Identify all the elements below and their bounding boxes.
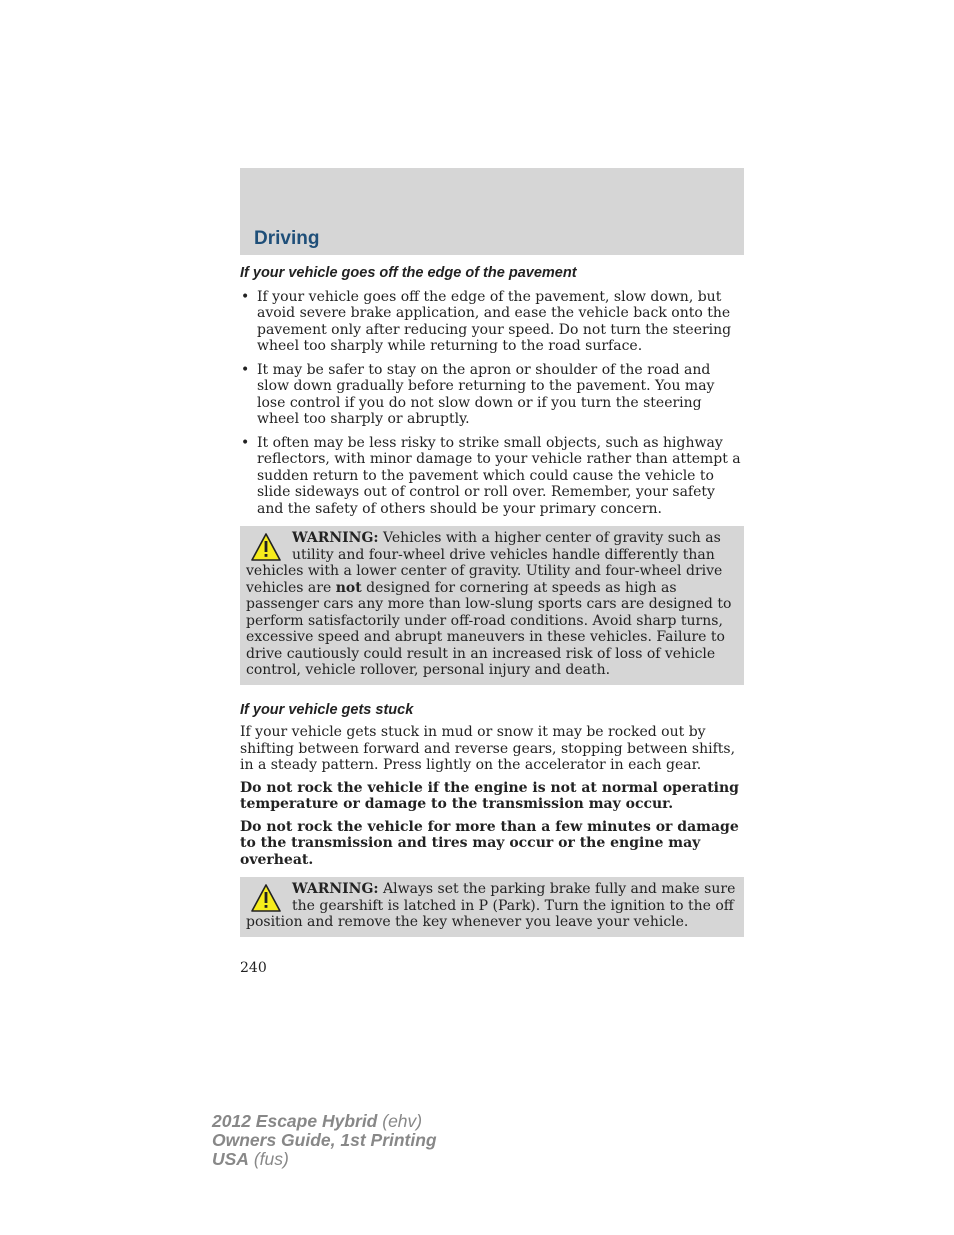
- warning-box-parking-brake: [240, 877, 744, 937]
- footer-line-guide: [212, 1131, 437, 1150]
- footer-model-name: 2012 Escape Hybrid: [212, 1111, 378, 1131]
- list-item: • If your vehicle goes off the edge of the pavement, slow down, but avoid severe brake application, and ease the vehicle back onto the pavement only after reducing your speed. Do not turn the steering wheel too sharply while returning to the road surface.: [240, 289, 744, 355]
- warning-emphasis: not: [335, 579, 362, 596]
- section-title: Driving: [254, 228, 320, 249]
- list-item: • It often may be less risky to strike small objects, such as highway reflectors, with minor damage to your vehicle rather than attempt a sudden return to the pavement which could cause the vehicle to slide sideways out of control or roll over. Remember, your safety and the safety of others should be your primary concern.: [240, 435, 744, 518]
- bullet-list: [240, 289, 744, 518]
- warning-triangle-icon: [250, 532, 282, 562]
- subheading-off-pavement: If your vehicle goes off the edge of the pavement: [240, 265, 577, 281]
- subheading-stuck: If your vehicle gets stuck: [240, 701, 414, 718]
- warning-text: [246, 530, 738, 679]
- warning-box-center-of-gravity: [240, 526, 744, 685]
- footer-market-code: (fus): [248, 1149, 289, 1169]
- footer-line-market: [212, 1150, 437, 1169]
- warning-label: WARNING:: [292, 530, 379, 546]
- caution-temperature: Do not rock the vehicle if the engine is not at normal operating temperature or damage to the transmission may occur.: [240, 779, 739, 812]
- footer-guide-name: Owners Guide, 1st Printing: [212, 1130, 437, 1150]
- footer-model-code: (ehv): [377, 1111, 423, 1131]
- footer-line-model: [212, 1112, 437, 1131]
- list-item: • It may be safer to stay on the apron or shoulder of the road and slow down gradually before returning to the pavement. You may lose control if you do not slow down or if you turn the steering wheel too sharply or abruptly.: [240, 362, 744, 428]
- section-header-bar: [240, 168, 744, 255]
- caution-duration: Do not rock the vehicle for more than a few minutes or damage to the transmission and tires may occur or the engine may overheat.: [240, 818, 739, 868]
- document-footer: [212, 1112, 437, 1169]
- page-content: [240, 265, 744, 937]
- warning-body-continued: designed for cornering at speeds as high as passenger cars any more than low-slung sports cars are designed to perform satisfactorily under off-road conditions. Avoid sharp turns, excessive speed and abrupt maneuvers in these vehicles. Failure to drive cautiously could result in an increased risk of loss of vehicle control, vehicle rollover, personal injury and death.: [246, 579, 732, 678]
- paragraph-rocking: If your vehicle gets stuck in mud or snow it may be rocked out by shifting between forward and reverse gears, stopping between shifts, in a steady pattern. Press lightly on the accelerator in each gear.: [240, 724, 736, 773]
- warning-triangle-icon: [250, 883, 282, 913]
- warning-body: Always set the parking brake fully and make sure the gearshift is latched in P (Park). Turn the ignition to the off position and remove the key whenever you leave your vehicle.: [246, 881, 736, 930]
- warning-label: WARNING:: [292, 881, 379, 897]
- footer-market-name: USA: [212, 1149, 249, 1169]
- page-number: 240: [240, 960, 267, 976]
- warning-body: Vehicles with a higher center of gravity such as utility and four-wheel drive vehicles handle differently than vehicles with a lower center of gravity. Utility and four-wheel drive vehicles are: [246, 530, 723, 596]
- warning-text: [246, 881, 738, 931]
